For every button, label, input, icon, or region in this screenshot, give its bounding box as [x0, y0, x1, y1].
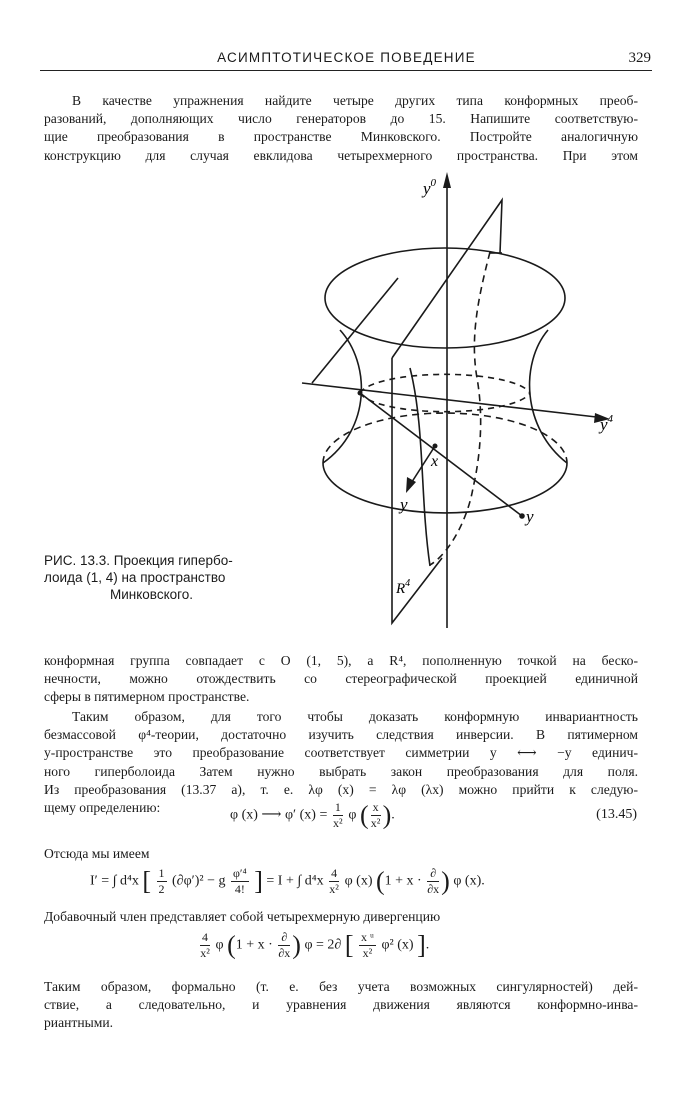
top-ellipse [325, 248, 565, 348]
intersection-curve-back [430, 252, 490, 565]
equation-divergence: $\frac{4}{\text{x²}}$ φ (1 + x · $\frac{\partial}{\partial x}$ ) φ = 2∂ [ $\frac{\text{x ᵘ}}{\text{x²}}$ φ² (x) ]. [200, 930, 430, 960]
point-y [519, 513, 525, 519]
point-neck [358, 391, 363, 396]
text-line: y-пространстве это преобразование соответствует симметрии y ⟷ −y единич- [44, 745, 638, 761]
figure-caption [44, 552, 284, 603]
label-y-left: y [400, 495, 408, 514]
paragraph-conformal-group [44, 652, 638, 707]
text-line: В качестве упражнения найдите четыре других типа конформных преоб- [72, 93, 638, 108]
text-line: щие преобразования в пространстве Минковского. Постройте аналогичную [44, 129, 638, 145]
equation-action: I′ = ∫ d⁴x [ $\frac{1}{2}$ (∂φ′)² − g $\frac{\text{φ′⁴}}{4!}$ ] = I + ∫ d⁴x $\frac{4}{\text{x²}}$ φ (x) (1 + x · $\frac{\partial}{\partial x}$ ) φ (x). [90, 866, 485, 896]
hyperboloid-figure [290, 168, 630, 638]
paragraph-exercise [44, 92, 638, 165]
text-line: Таким образом, для того чтобы доказать конформную инвариантность [72, 709, 638, 724]
label-y4: $y^4$ [600, 413, 614, 434]
y0-axis-arrowhead [443, 172, 451, 188]
point-x [433, 444, 438, 449]
text-line: конформная группа совпадает с O (1, 5), а R⁴, пополненную точкой на беско- [44, 653, 638, 668]
hyperboloid-right-side [530, 330, 567, 463]
label-y-right: y [526, 507, 534, 526]
text-line: разований, дополняющих число генераторов до 15. Напишите соответствую- [44, 111, 638, 127]
bottom-ellipse-front [323, 463, 567, 513]
y-vector-arrowhead [406, 477, 416, 493]
fraction: $\frac{4}{\text{x²}}$ [329, 866, 339, 896]
hyperboloid-left-side [323, 330, 361, 463]
fraction: $\frac{1}{\text{x²}}$ [333, 800, 343, 830]
paragraph-conclusion [44, 978, 638, 1033]
fraction: $\frac{\text{φ′⁴}}{4!}$ [233, 866, 247, 896]
label-y0: $y^0$ [423, 177, 437, 198]
bottom-ellipse-back [323, 413, 567, 463]
caption-line: РИС. 13.3. Проекция гипербо- [44, 553, 233, 568]
fraction: $\frac{4}{\text{x²}}$ [200, 930, 210, 960]
text-line: риантными. [44, 1015, 114, 1031]
text-line: ствие, а следовательно, и уравнения движения являются конформно-инва- [44, 997, 638, 1013]
text-line: сферы в пятимерном пространстве. [44, 689, 250, 705]
text-line: конструкцию для случая евклидова четырехмерного пространства. При этом [44, 147, 638, 163]
text-line: ного гиперболоида Затем нужно выбрать закон преобразования для поля. [44, 763, 638, 779]
text-line: Из преобразования (13.37 а), т. е. λφ (x) = λφ (λx) можно прийти к следую- [44, 781, 638, 797]
label-x: x [431, 453, 439, 470]
text-otsyuda: Отсюда мы имеем [44, 846, 150, 861]
fraction: $\frac{\text{x ᵘ}}{\text{x²}}$ [361, 930, 374, 960]
neck-ellipse-front [360, 393, 530, 412]
projection-line [360, 393, 522, 516]
equation-number: (13.45) [596, 807, 637, 822]
running-header: АСИМПТОТИЧЕСКОЕ ПОВЕДЕНИЕ [217, 50, 476, 65]
equation-13-45: φ (x) ⟶ φ′ (x) = $\frac{1}{\text{x²}}$ φ ( $\frac{x}{\text{x²}}$ ). [230, 800, 395, 830]
text-line: нечности, можно отождествить со стереографической проекцией единичной [44, 671, 638, 687]
fraction: $\frac{\partial}{\partial x}$ [278, 930, 291, 960]
text-line: щему определению: [44, 800, 161, 816]
fraction: $\frac{1}{2}$ [158, 866, 165, 896]
neck-ellipse-back [360, 374, 530, 393]
fraction: $\frac{x}{\text{x²}}$ [370, 800, 381, 830]
caption-line: Минковского. [110, 587, 194, 602]
header-rule [40, 70, 652, 71]
text-line: Таким образом, формально (т. е. без учета возможных сингулярностей) дей- [44, 979, 638, 994]
fraction: $\frac{\partial}{\partial x}$ [427, 866, 440, 896]
text-divergence-intro: Добавочный член представляет собой четырехмерную дивергенцию [44, 909, 441, 924]
label-r4: $R^4$ [396, 578, 411, 597]
text-line: безмассовой φ⁴-теории, достаточно изучить следствия инверсии. В пятимерном [44, 727, 638, 743]
caption-line: лоида (1, 4) на пространство [44, 570, 226, 585]
page-number: 329 [628, 50, 651, 66]
